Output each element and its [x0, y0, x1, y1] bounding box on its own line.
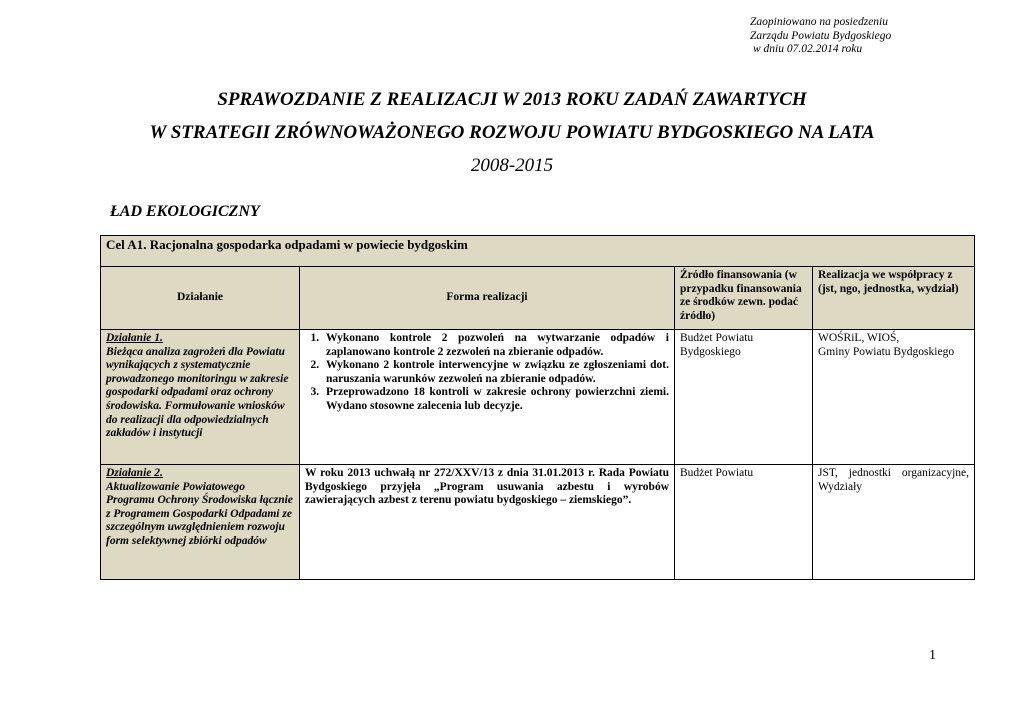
header-row	[101, 267, 975, 330]
header-funding: Źródło finansowania (w przypadku finansowania ze środków zewn. podać źródło)	[675, 267, 813, 330]
document-title-years: 2008-2015	[470, 155, 554, 176]
list-item: 2. Wykonano 2 kontrole interwencyjne w związku ze zgłoszeniami dot. naruszania warunków zezwoleń na zbieranie odpadów.	[322, 359, 669, 386]
cooperation-cell: JST, jednostki organizacyjne, Wydziały	[813, 465, 975, 580]
section-heading: ŁAD EKOLOGICZNY	[110, 203, 260, 220]
approval-note	[750, 16, 891, 57]
table-row	[101, 465, 975, 580]
document-title-line-1: SPRAWOZDANIE Z REALIZACJI W 2013 ROKU ZADAŃ ZAWARTYCH	[217, 89, 807, 110]
form-cell: W roku 2013 uchwałą nr 272/XXV/13 z dnia 31.01.2013 r. Rada Powiatu Bydgoskiego przyjęła „Program usuwania azbestu i wyrobów zawierających azbest z terenu powiatu bydgoskiego – ziemskiego”.	[300, 465, 675, 580]
goal-row	[101, 236, 975, 267]
header-form: Forma realizacji	[300, 267, 675, 330]
action-cell	[101, 330, 300, 465]
goal-title: Cel A1. Racjonalna gospodarka odpadami w powiecie bydgoskim	[101, 236, 975, 267]
form-cell	[300, 330, 675, 465]
action-description: Aktualizowanie Powiatowego Programu Ochrony Środowiska łącznie z Programem Gospodarki Odpadami ze szczególnym uwzględnieniem rozwoju form selektywnej zbiórki odpadów	[106, 480, 293, 547]
list-item: 1. Wykonano kontrole 2 pozwoleń na wytwarzanie odpadów i zaplanowano kontrole 2 zezwoleń na zbieranie odpadów.	[322, 332, 669, 359]
page-number: 1	[929, 648, 936, 663]
action-description: Bieżąca analiza zagrożeń dla Powiatu wynikających z systematycznie prowadzonego monitoringu w zakresie gospodarki odpadami oraz ochrony środowiska. Formułowanie wniosków do realizacji dla odpowiedzialnych zakładów i instytucji	[106, 345, 289, 440]
header-cooperation: Realizacja we współpracy z (jst, ngo, jednostka, wydział)	[813, 267, 975, 330]
approval-note-line: Zarządu Powiatu Bydgoskiego	[750, 29, 892, 42]
cooperation-cell: WOŚRiL, WIOŚ, Gminy Powiatu Bydgoskiego	[813, 330, 975, 465]
header-action: Działanie	[101, 267, 300, 330]
form-list	[305, 332, 669, 414]
approval-note-line: Zaopiniowano na posiedzeniu	[750, 16, 889, 28]
funding-cell: Budżet Powiatu Bydgoskiego	[675, 330, 813, 465]
action-cell	[101, 465, 300, 580]
approval-note-date: w dniu 07.02.2014 roku	[753, 43, 863, 55]
table-row	[101, 330, 975, 465]
list-item: 3. Przeprowadzono 18 kontroli w zakresie ochrony powierzchni ziemi. Wydano stosowne zalecenia lub decyzje.	[322, 386, 669, 413]
funding-cell: Budżet Powiatu	[675, 465, 813, 580]
document-title-line-2: W STRATEGII ZRÓWNOWAŻONEGO ROZWOJU POWIATU BYDGOSKIEGO NA LATA	[149, 122, 875, 143]
action-title: Działanie 2.	[106, 467, 163, 479]
action-title: Działanie 1.	[106, 332, 163, 344]
report-table	[100, 235, 975, 580]
